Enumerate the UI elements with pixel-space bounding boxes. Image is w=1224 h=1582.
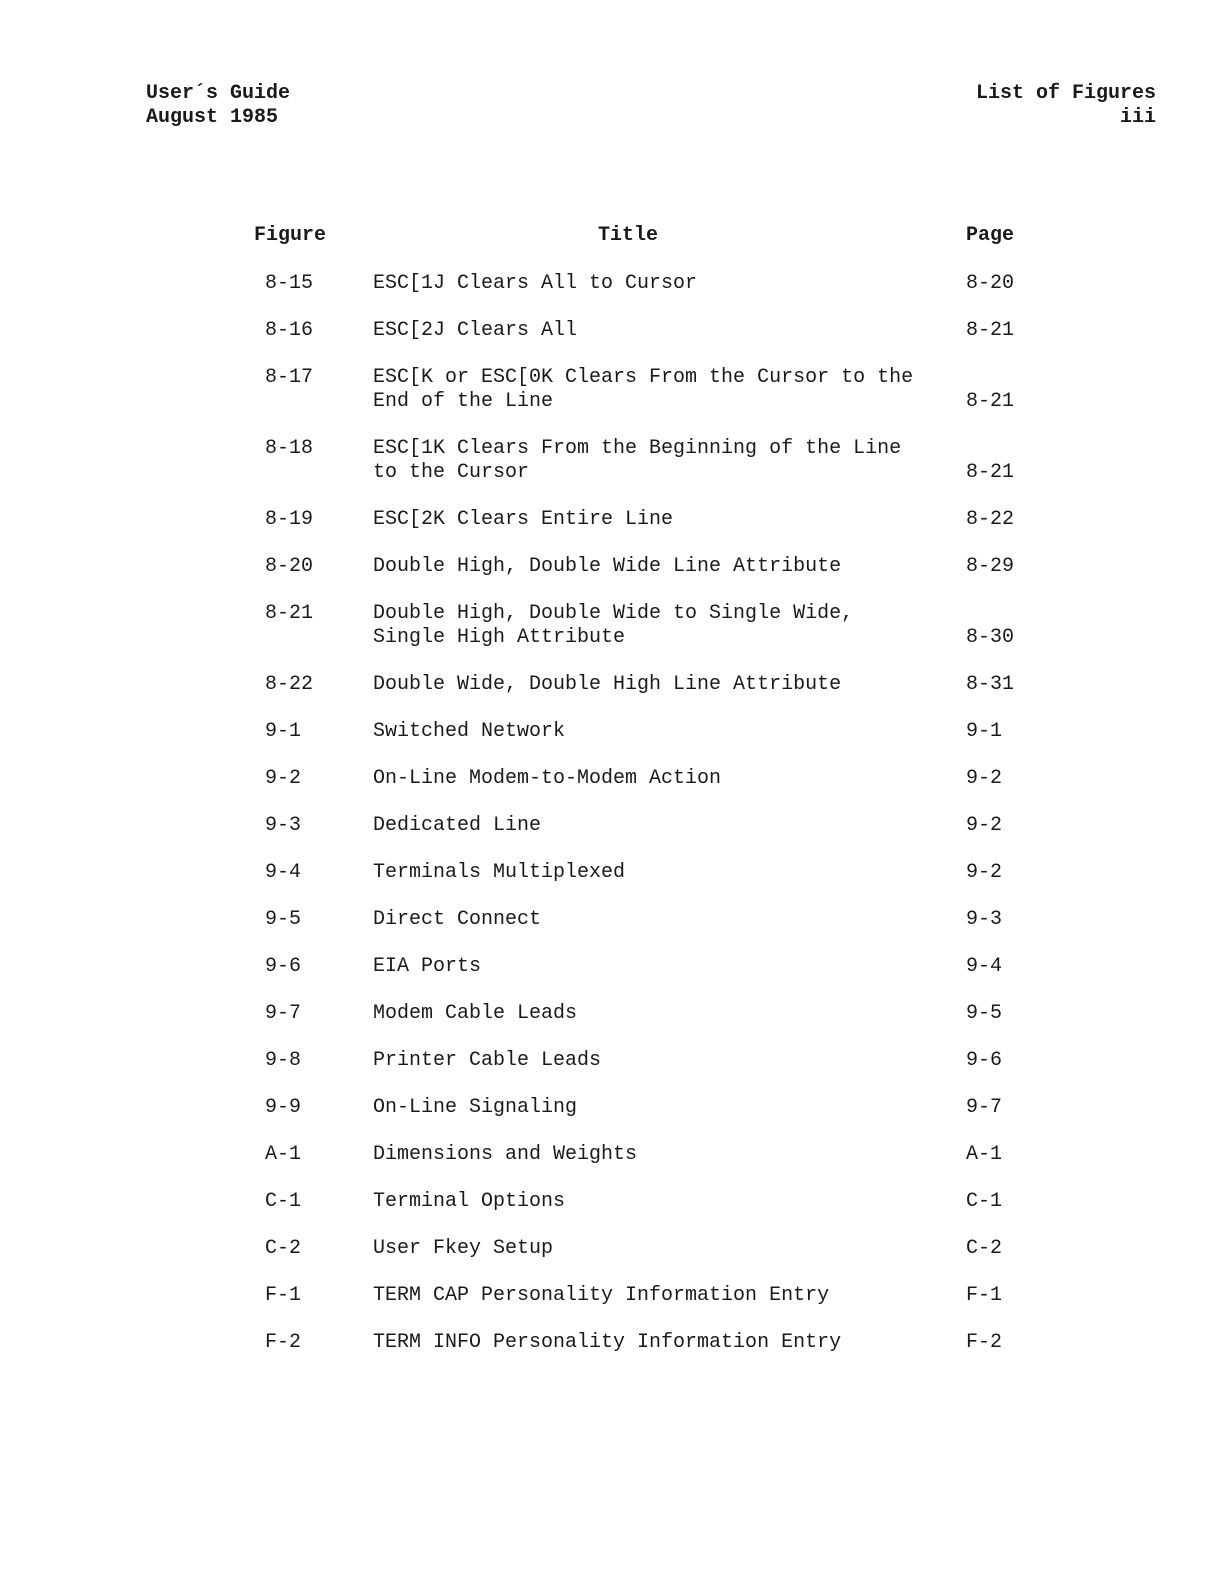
column-header-title: Title (598, 224, 659, 247)
figure-number: 8-21 (265, 602, 314, 625)
figure-title: On-Line Signaling (373, 1096, 578, 1119)
document-date: August 1985 (146, 106, 279, 129)
figure-list-entry (0, 508, 1224, 532)
figure-number: C-1 (265, 1190, 302, 1213)
figure-page: 9-2 (966, 767, 1003, 790)
figure-list-entry (0, 720, 1224, 744)
figure-page: 9-2 (966, 861, 1003, 884)
figure-page: 8-21 (966, 319, 1015, 342)
figure-page: 9-7 (966, 1096, 1003, 1119)
figure-page: 9-3 (966, 908, 1003, 931)
figure-page: 9-6 (966, 1049, 1003, 1072)
figure-list-entry (0, 272, 1224, 296)
figure-page: 8-29 (966, 555, 1015, 578)
figure-title: Terminals Multiplexed (373, 861, 626, 884)
figure-title: ESC[1K Clears From the Beginning of the Line to the Cursor (373, 437, 902, 484)
figure-number: F-1 (265, 1284, 302, 1307)
figure-number: A-1 (265, 1143, 302, 1166)
figure-list-entry (0, 1190, 1224, 1214)
figure-list-entry (0, 861, 1224, 885)
figure-number: 9-4 (265, 861, 302, 884)
figure-number: 9-7 (265, 1002, 302, 1025)
figure-title: Double Wide, Double High Line Attribute (373, 673, 842, 696)
figure-page: F-1 (966, 1284, 1003, 1307)
figure-number: 9-9 (265, 1096, 302, 1119)
column-header-figure: Figure (254, 224, 327, 247)
figure-title: Double High, Double Wide Line Attribute (373, 555, 842, 578)
figure-page: 9-2 (966, 814, 1003, 837)
figure-number: 8-22 (265, 673, 314, 696)
figure-list (0, 272, 1224, 1378)
figure-list-entry (0, 908, 1224, 932)
figure-page: 9-5 (966, 1002, 1003, 1025)
figure-list-entry (0, 437, 1224, 485)
figure-title: TERM CAP Personality Information Entry (373, 1284, 830, 1307)
figure-title: EIA Ports (373, 955, 482, 978)
figure-page: 9-4 (966, 955, 1003, 978)
figure-list-entry (0, 555, 1224, 579)
figure-number: 9-2 (265, 767, 302, 790)
figure-number: F-2 (265, 1331, 302, 1354)
figure-number: 9-6 (265, 955, 302, 978)
figure-page: 8-21 (966, 390, 1015, 413)
figure-number: 9-3 (265, 814, 302, 837)
figure-number: 8-17 (265, 366, 314, 389)
figure-list-entry (0, 602, 1224, 650)
figure-list-entry (0, 955, 1224, 979)
figure-number: 8-15 (265, 272, 314, 295)
figure-list-entry (0, 1284, 1224, 1308)
figure-title: ESC[2J Clears All (373, 319, 578, 342)
running-header-right (976, 82, 1156, 130)
figure-title: ESC[1J Clears All to Cursor (373, 272, 698, 295)
figure-title: Modem Cable Leads (373, 1002, 578, 1025)
column-header-page: Page (966, 224, 1015, 247)
figure-title: Printer Cable Leads (373, 1049, 602, 1072)
figure-title: Terminal Options (373, 1190, 566, 1213)
figure-list-entry (0, 1143, 1224, 1167)
figure-page: 8-30 (966, 626, 1015, 649)
figure-number: 8-18 (265, 437, 314, 460)
running-header-left (146, 82, 290, 130)
figure-page: A-1 (966, 1143, 1003, 1166)
figure-list-entry (0, 319, 1224, 343)
figure-title: Double High, Double Wide to Single Wide, Single High Attribute (373, 602, 854, 649)
figure-list-entry (0, 366, 1224, 414)
figure-page: C-1 (966, 1190, 1003, 1213)
figure-list-entry (0, 1049, 1224, 1073)
figure-title: On-Line Modem-to-Modem Action (373, 767, 722, 790)
figure-list-entry (0, 673, 1224, 697)
figure-title: ESC[K or ESC[0K Clears From the Cursor to the End of the Line (373, 366, 914, 413)
figure-number: 9-8 (265, 1049, 302, 1072)
page-number: iii (1119, 106, 1156, 129)
figure-title: TERM INFO Personality Information Entry (373, 1331, 842, 1354)
figure-list-entry (0, 767, 1224, 791)
figure-number: 9-5 (265, 908, 302, 931)
figure-page: 8-31 (966, 673, 1015, 696)
figure-title: Direct Connect (373, 908, 542, 931)
figure-page: 8-20 (966, 272, 1015, 295)
figure-title: Dimensions and Weights (373, 1143, 638, 1166)
figure-list-entry (0, 1096, 1224, 1120)
section-title: List of Figures (975, 82, 1156, 105)
figure-page: 9-1 (966, 720, 1003, 743)
figure-number: 9-1 (265, 720, 302, 743)
figure-title: Switched Network (373, 720, 566, 743)
figure-list-entry (0, 814, 1224, 838)
figure-number: C-2 (265, 1237, 302, 1260)
figure-title: User Fkey Setup (373, 1237, 554, 1260)
figure-title: ESC[2K Clears Entire Line (373, 508, 674, 531)
figure-list-entry (0, 1331, 1224, 1355)
document-title: User´s Guide (146, 82, 291, 105)
figure-list-entry (0, 1002, 1224, 1026)
figure-number: 8-19 (265, 508, 314, 531)
figure-title: Dedicated Line (373, 814, 542, 837)
figure-page: C-2 (966, 1237, 1003, 1260)
figure-page: 8-22 (966, 508, 1015, 531)
figure-page: 8-21 (966, 461, 1015, 484)
figure-list-entry (0, 1237, 1224, 1261)
figure-number: 8-20 (265, 555, 314, 578)
figure-page: F-2 (966, 1331, 1003, 1354)
figure-number: 8-16 (265, 319, 314, 342)
